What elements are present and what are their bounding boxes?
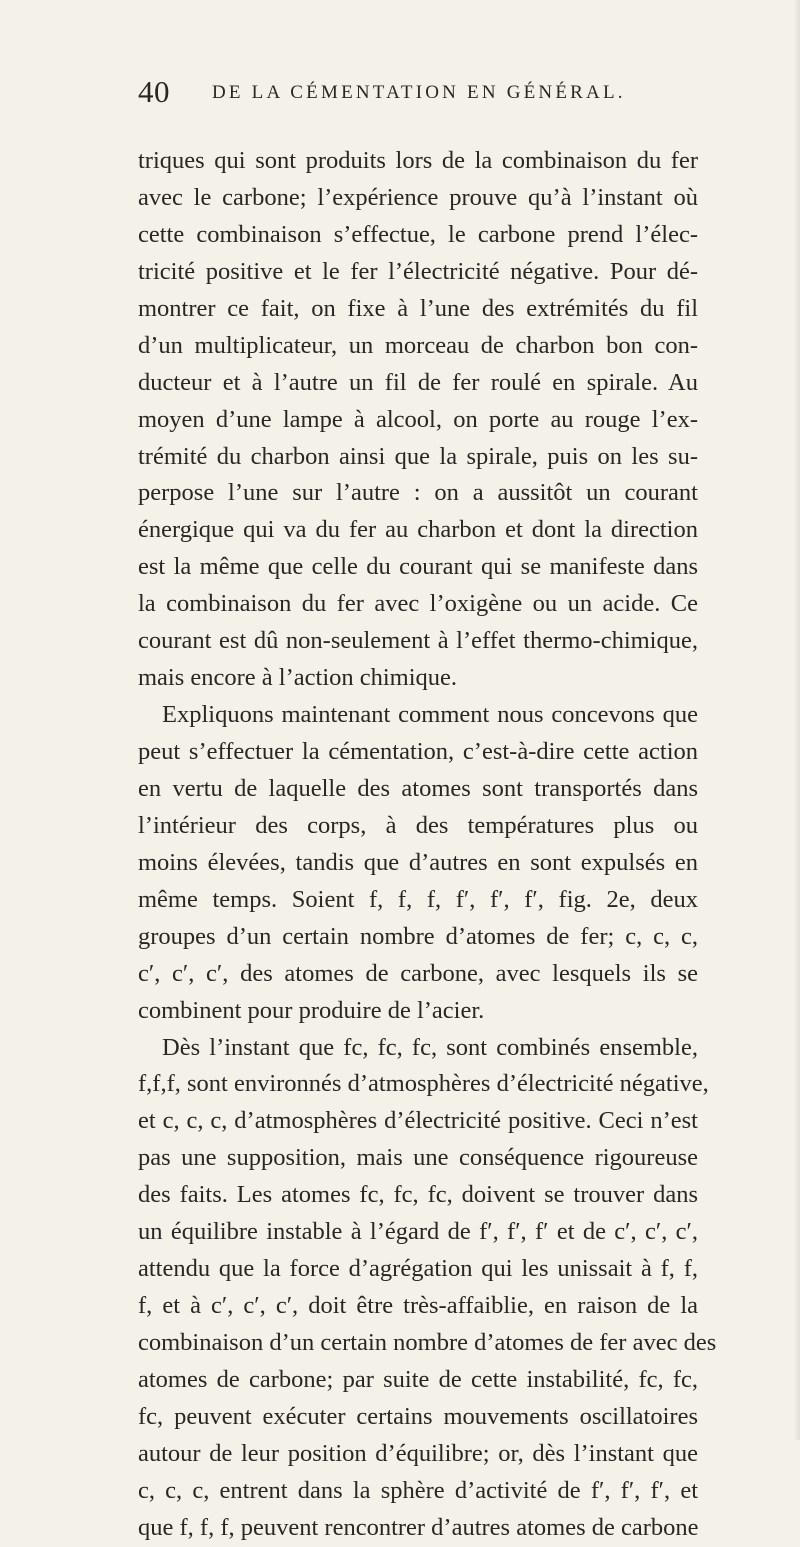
text-line: avec le carbone; l’expérience prouve qu’à l’instant où [138, 183, 698, 211]
text-line: f, et à c′, c′, c′, doit être très-affaiblie, en raison de la [138, 1292, 698, 1320]
text-line: trémité du charbon ainsi que la spirale, puis on les su- [138, 442, 698, 470]
text-line: des faits. Les atomes fc, fc, fc, doivent se trouver dans [138, 1181, 698, 1209]
text-line: un équilibre instable à l’égard de f′, f′, f′ et de c′, c′, c′, [138, 1218, 698, 1246]
text-line: c′, c′, c′, des atomes de carbone, avec lesquels ils se [138, 959, 698, 987]
text-line: moins élevées, tandis que d’autres en sont expulsés en [138, 848, 698, 876]
text-line: même temps. Soient f, f, f, f′, f′, f′, fig. 2e, deux [138, 885, 698, 913]
text-line: l’intérieur des corps, à des températures plus ou [138, 811, 698, 839]
page-edge-shadow [794, 0, 800, 1440]
text-line: que f, f, f, peuvent rencontrer d’autres atomes de carbone [138, 1513, 699, 1541]
paragraph-start-line: Expliquons maintenant comment nous concevons que [162, 701, 698, 729]
paragraph-end-line: combinent pour produire de l’acier. [138, 996, 485, 1024]
text-line: triques qui sont produits lors de la combinaison du fer [138, 147, 698, 174]
page-number: 40 [138, 74, 170, 109]
text-line: fc, peuvent exécuter certains mouvements oscillatoires [138, 1402, 698, 1430]
text-line: cette combinaison s’effectue, le carbone prend l’élec- [138, 220, 698, 248]
text-line: f,f,f, sont environnés d’atmosphères d’électricité négative, [138, 1070, 709, 1098]
text-line: la combinaison du fer avec l’oxigène ou un acide. Ce [138, 590, 698, 618]
running-title: DE LA CÉMENTATION EN GÉNÉRAL. [212, 82, 626, 103]
text-line: courant est dû non-seulement à l’effet thermo-chimique, [138, 627, 698, 655]
body-text [138, 143, 717, 1547]
text-line: attendu que la force d’agrégation qui les unissait à f, f, [138, 1255, 698, 1283]
text-line: en vertu de laquelle des atomes sont transportés dans [138, 774, 698, 802]
text-line: autour de leur position d’équilibre; or, dès l’instant que [138, 1439, 698, 1467]
text-line: combinaison d’un certain nombre d’atomes de fer avec des [138, 1329, 717, 1356]
text-line: perpose l’une sur l’autre : on a aussitôt un courant [138, 479, 698, 507]
text-line: énergique qui va du fer au charbon et dont la direction [138, 516, 698, 544]
text-line: moyen d’une lampe à alcool, on porte au rouge l’ex- [138, 405, 698, 433]
text-line: et c, c, c, d’atmosphères d’électricité positive. Ceci n’est [138, 1107, 698, 1135]
text-line: ducteur et à l’autre un fil de fer roulé en spirale. Au [138, 368, 698, 396]
text-line: c, c, c, entrent dans la sphère d’activité de f′, f′, f′, et [138, 1476, 698, 1504]
text-line: tricité positive et le fer l’électricité négative. Pour dé- [138, 257, 698, 285]
text-line: atomes de carbone; par suite de cette instabilité, fc, fc, [138, 1365, 698, 1393]
text-line: peut s’effectuer la cémentation, c’est-à-dire cette action [138, 738, 698, 765]
text-line: est la même que celle du courant qui se manifeste dans [138, 553, 698, 581]
paragraph-end-line: mais encore à l’action chimique. [138, 664, 458, 692]
text-line: d’un multiplicateur, un morceau de charbon bon con- [138, 331, 698, 359]
text-line: montrer ce fait, on fixe à l’une des extrémités du fil [138, 294, 698, 322]
paragraph-start-line: Dès l’instant que fc, fc, fc, sont combinés ensemble, [162, 1033, 698, 1061]
text-line: pas une supposition, mais une conséquence rigoureuse [138, 1144, 698, 1172]
text-line: groupes d’un certain nombre d’atomes de fer; c, c, c, [138, 922, 698, 950]
page-header [138, 76, 698, 108]
